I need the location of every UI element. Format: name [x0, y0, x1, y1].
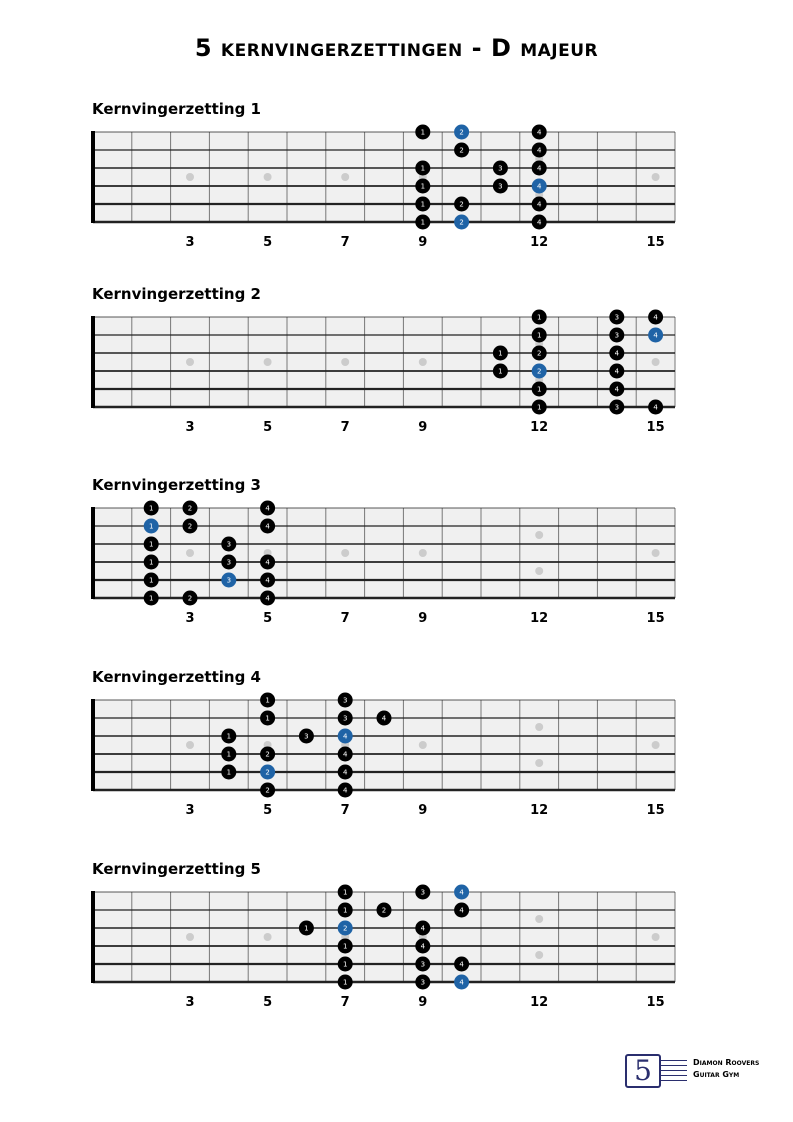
note-marker	[338, 939, 353, 954]
fret-number: 15	[646, 803, 665, 818]
fret-number: 3	[185, 995, 195, 1010]
note-marker	[260, 501, 275, 516]
note-marker	[183, 591, 198, 606]
note-marker	[183, 519, 198, 534]
fret-number: 15	[646, 420, 665, 435]
note-marker	[338, 975, 353, 990]
finger-number: 4	[536, 182, 542, 191]
root-note-marker	[532, 179, 547, 194]
finger-number: 1	[226, 750, 232, 759]
nut	[91, 131, 95, 223]
fingering-diagram-1	[0, 100, 793, 270]
note-marker	[609, 346, 624, 361]
fret-number: 15	[646, 235, 665, 250]
finger-number: 2	[459, 146, 464, 155]
finger-number: 3	[342, 696, 348, 705]
note-marker	[415, 215, 430, 230]
diagram-label: Kernvingerzetting 4	[92, 668, 261, 686]
finger-number: 1	[342, 942, 348, 951]
note-marker	[338, 885, 353, 900]
finger-number: 2	[536, 349, 542, 358]
finger-number: 2	[187, 504, 193, 513]
note-marker	[493, 179, 508, 194]
finger-number: 3	[420, 978, 426, 987]
finger-number: 1	[342, 906, 348, 915]
fret-inlay	[419, 358, 427, 366]
finger-number: 1	[536, 385, 542, 394]
note-marker	[377, 903, 392, 918]
fret-number: 7	[340, 235, 350, 250]
note-marker	[415, 885, 430, 900]
finger-number: 2	[265, 786, 270, 795]
note-marker	[183, 501, 198, 516]
fret-number: 7	[340, 995, 350, 1010]
logo-staff-lines	[661, 1060, 687, 1084]
note-marker	[415, 161, 430, 176]
finger-number: 2	[265, 768, 270, 777]
finger-number: 3	[614, 403, 620, 412]
finger-number: 1	[536, 331, 542, 340]
finger-number: 2	[459, 200, 464, 209]
fretboard-5	[0, 860, 793, 1030]
note-marker	[415, 921, 430, 936]
finger-number: 1	[148, 576, 154, 585]
note-marker	[221, 729, 236, 744]
fret-inlay-double	[535, 915, 543, 923]
fret-number: 7	[340, 420, 350, 435]
root-note-marker	[648, 328, 663, 343]
diagram-label: Kernvingerzetting 1	[92, 100, 261, 118]
root-note-marker	[260, 765, 275, 780]
note-marker	[609, 364, 624, 379]
finger-number: 4	[265, 576, 270, 585]
finger-number: 2	[342, 924, 348, 933]
finger-number: 4	[536, 200, 542, 209]
finger-number: 1	[265, 696, 270, 705]
finger-number: 2	[536, 367, 542, 376]
note-marker	[221, 555, 236, 570]
page-title: 5 kernvingerzettingen - D majeur	[194, 34, 599, 62]
finger-number: 2	[459, 128, 464, 137]
fret-number: 12	[530, 235, 549, 250]
note-marker	[454, 957, 469, 972]
finger-number: 2	[265, 750, 270, 759]
finger-number: 3	[420, 960, 426, 969]
finger-number: 4	[265, 594, 270, 603]
finger-number: 4	[653, 313, 658, 322]
note-marker	[144, 501, 159, 516]
fret-inlay	[652, 358, 660, 366]
finger-number: 1	[226, 732, 232, 741]
fretboard-background	[93, 132, 675, 222]
finger-number: 1	[420, 164, 426, 173]
finger-number: 4	[420, 924, 426, 933]
finger-number: 2	[187, 522, 193, 531]
finger-number: 1	[148, 522, 154, 531]
root-note-marker	[454, 885, 469, 900]
finger-number: 4	[342, 786, 348, 795]
finger-number: 4	[536, 164, 542, 173]
fingering-diagram-2	[0, 285, 793, 455]
fret-inlay-double	[535, 723, 543, 731]
finger-number: 1	[148, 540, 154, 549]
fretboard-background	[93, 317, 675, 407]
note-marker	[609, 328, 624, 343]
finger-number: 4	[459, 960, 464, 969]
fretboard-2	[0, 285, 793, 455]
note-marker	[221, 765, 236, 780]
finger-number: 4	[536, 146, 542, 155]
nut	[91, 316, 95, 408]
note-marker	[415, 125, 430, 140]
fret-inlay	[186, 358, 194, 366]
finger-number: 3	[304, 732, 309, 741]
note-marker	[532, 328, 547, 343]
note-marker	[299, 729, 314, 744]
fret-inlay	[186, 933, 194, 941]
note-marker	[260, 555, 275, 570]
note-marker	[144, 555, 159, 570]
fret-inlay	[341, 173, 349, 181]
note-marker	[144, 573, 159, 588]
finger-number: 1	[536, 313, 542, 322]
note-marker	[454, 903, 469, 918]
diagram-label: Kernvingerzetting 3	[92, 476, 261, 494]
nut	[91, 891, 95, 983]
root-note-marker	[221, 573, 236, 588]
finger-number: 2	[187, 594, 193, 603]
note-marker	[532, 310, 547, 325]
note-marker	[221, 537, 236, 552]
note-marker	[609, 400, 624, 415]
finger-number: 4	[459, 888, 464, 897]
note-marker	[260, 573, 275, 588]
fret-inlay	[652, 549, 660, 557]
nut	[91, 507, 95, 599]
fret-inlay	[652, 741, 660, 749]
root-note-marker	[338, 729, 353, 744]
note-marker	[144, 591, 159, 606]
note-marker	[260, 519, 275, 534]
fret-number: 9	[418, 803, 428, 818]
finger-number: 3	[420, 888, 426, 897]
fret-inlay	[652, 933, 660, 941]
finger-number: 3	[614, 331, 620, 340]
note-marker	[609, 382, 624, 397]
finger-number: 3	[342, 714, 348, 723]
finger-number: 4	[536, 218, 542, 227]
note-marker	[493, 161, 508, 176]
fretboard-3	[0, 476, 793, 646]
finger-number: 1	[304, 924, 309, 933]
note-marker	[299, 921, 314, 936]
note-marker	[338, 903, 353, 918]
fret-number: 9	[418, 420, 428, 435]
note-marker	[532, 346, 547, 361]
fret-number: 12	[530, 611, 549, 626]
finger-number: 3	[614, 313, 620, 322]
fret-number: 5	[263, 420, 273, 435]
logo-numeral: 5	[634, 1054, 652, 1087]
root-note-marker	[338, 921, 353, 936]
finger-number: 3	[498, 164, 503, 173]
fret-number: 7	[340, 611, 350, 626]
fret-inlay	[264, 933, 272, 941]
finger-number: 1	[420, 200, 426, 209]
logo-brand: Guitar Gym	[693, 1070, 740, 1079]
fret-inlay-double	[535, 951, 543, 959]
finger-number: 1	[226, 768, 232, 777]
finger-number: 1	[342, 960, 348, 969]
note-marker	[338, 747, 353, 762]
note-marker	[532, 215, 547, 230]
note-marker	[221, 747, 236, 762]
note-marker	[260, 591, 275, 606]
fret-number: 9	[418, 611, 428, 626]
finger-number: 4	[342, 768, 348, 777]
note-marker	[415, 179, 430, 194]
fretboard-background	[93, 508, 675, 598]
fret-inlay-double	[535, 567, 543, 575]
note-marker	[532, 161, 547, 176]
fret-inlay	[652, 173, 660, 181]
fret-inlay	[264, 173, 272, 181]
fret-number: 12	[530, 995, 549, 1010]
note-marker	[532, 143, 547, 158]
fret-inlay	[419, 741, 427, 749]
fret-inlay	[186, 741, 194, 749]
note-marker	[415, 957, 430, 972]
note-marker	[260, 747, 275, 762]
fret-inlay	[186, 173, 194, 181]
fret-number: 3	[185, 235, 195, 250]
fret-number: 15	[646, 995, 665, 1010]
fret-number: 12	[530, 803, 549, 818]
fret-inlay-double	[535, 531, 543, 539]
fretboard-1	[0, 100, 793, 270]
finger-number: 4	[459, 978, 464, 987]
finger-number: 4	[614, 367, 620, 376]
finger-number: 1	[420, 182, 426, 191]
finger-number: 4	[614, 385, 620, 394]
finger-number: 4	[265, 522, 270, 531]
finger-number: 1	[420, 128, 426, 137]
finger-number: 3	[498, 182, 503, 191]
fret-number: 5	[263, 803, 273, 818]
finger-number: 1	[536, 403, 542, 412]
root-note-marker	[454, 975, 469, 990]
finger-number: 3	[226, 576, 232, 585]
note-marker	[532, 197, 547, 212]
finger-number: 1	[148, 558, 154, 567]
finger-number: 1	[265, 714, 270, 723]
fret-number: 3	[185, 611, 195, 626]
root-note-marker	[144, 519, 159, 534]
note-marker	[260, 783, 275, 798]
finger-number: 4	[614, 349, 620, 358]
finger-number: 1	[342, 888, 348, 897]
fret-number: 5	[263, 611, 273, 626]
guitar-gym-logo	[625, 1054, 765, 1088]
note-marker	[532, 125, 547, 140]
note-marker	[338, 957, 353, 972]
fret-number: 9	[418, 995, 428, 1010]
note-marker	[144, 537, 159, 552]
finger-number: 4	[536, 128, 542, 137]
diagram-label: Kernvingerzetting 2	[92, 285, 261, 303]
root-note-marker	[454, 215, 469, 230]
finger-number: 4	[342, 732, 348, 741]
note-marker	[415, 197, 430, 212]
fret-number: 7	[340, 803, 350, 818]
finger-number: 1	[498, 367, 503, 376]
finger-number: 3	[226, 558, 232, 567]
note-marker	[415, 939, 430, 954]
note-marker	[338, 783, 353, 798]
logo-author: Diamon Roovers	[693, 1058, 760, 1067]
note-marker	[260, 711, 275, 726]
fret-number: 9	[418, 235, 428, 250]
fret-inlay-double	[535, 759, 543, 767]
note-marker	[338, 693, 353, 708]
note-marker	[338, 711, 353, 726]
finger-number: 4	[381, 714, 387, 723]
finger-number: 4	[420, 942, 426, 951]
note-marker	[648, 310, 663, 325]
finger-number: 4	[653, 331, 658, 340]
finger-number: 4	[265, 504, 270, 513]
finger-number: 4	[265, 558, 270, 567]
fret-inlay	[186, 549, 194, 557]
diagram-label: Kernvingerzetting 5	[92, 860, 261, 878]
root-note-marker	[454, 125, 469, 140]
finger-number: 4	[342, 750, 348, 759]
finger-number: 1	[342, 978, 348, 987]
finger-number: 4	[459, 906, 464, 915]
note-marker	[454, 197, 469, 212]
fret-number: 15	[646, 611, 665, 626]
fingering-diagram-5	[0, 860, 793, 1030]
fret-number: 3	[185, 803, 195, 818]
finger-number: 2	[381, 906, 387, 915]
note-marker	[532, 400, 547, 415]
fret-inlay	[264, 358, 272, 366]
finger-number: 1	[148, 594, 154, 603]
finger-number: 3	[226, 540, 232, 549]
fingering-diagram-4	[0, 668, 793, 838]
note-marker	[609, 310, 624, 325]
note-marker	[260, 693, 275, 708]
note-marker	[493, 346, 508, 361]
note-marker	[377, 711, 392, 726]
fret-number: 5	[263, 235, 273, 250]
fret-inlay	[419, 549, 427, 557]
note-marker	[415, 975, 430, 990]
fret-number: 12	[530, 420, 549, 435]
note-marker	[648, 400, 663, 415]
note-marker	[338, 765, 353, 780]
fret-inlay	[341, 358, 349, 366]
fret-inlay	[341, 549, 349, 557]
finger-number: 4	[653, 403, 658, 412]
fretboard-4	[0, 668, 793, 838]
finger-number: 2	[459, 218, 464, 227]
finger-number: 1	[420, 218, 426, 227]
finger-number: 1	[498, 349, 503, 358]
note-marker	[532, 382, 547, 397]
note-marker	[493, 364, 508, 379]
note-marker	[454, 143, 469, 158]
root-note-marker	[532, 364, 547, 379]
nut	[91, 699, 95, 791]
finger-number: 1	[148, 504, 154, 513]
fret-number: 3	[185, 420, 195, 435]
fret-number: 5	[263, 995, 273, 1010]
fingering-diagram-3	[0, 476, 793, 646]
